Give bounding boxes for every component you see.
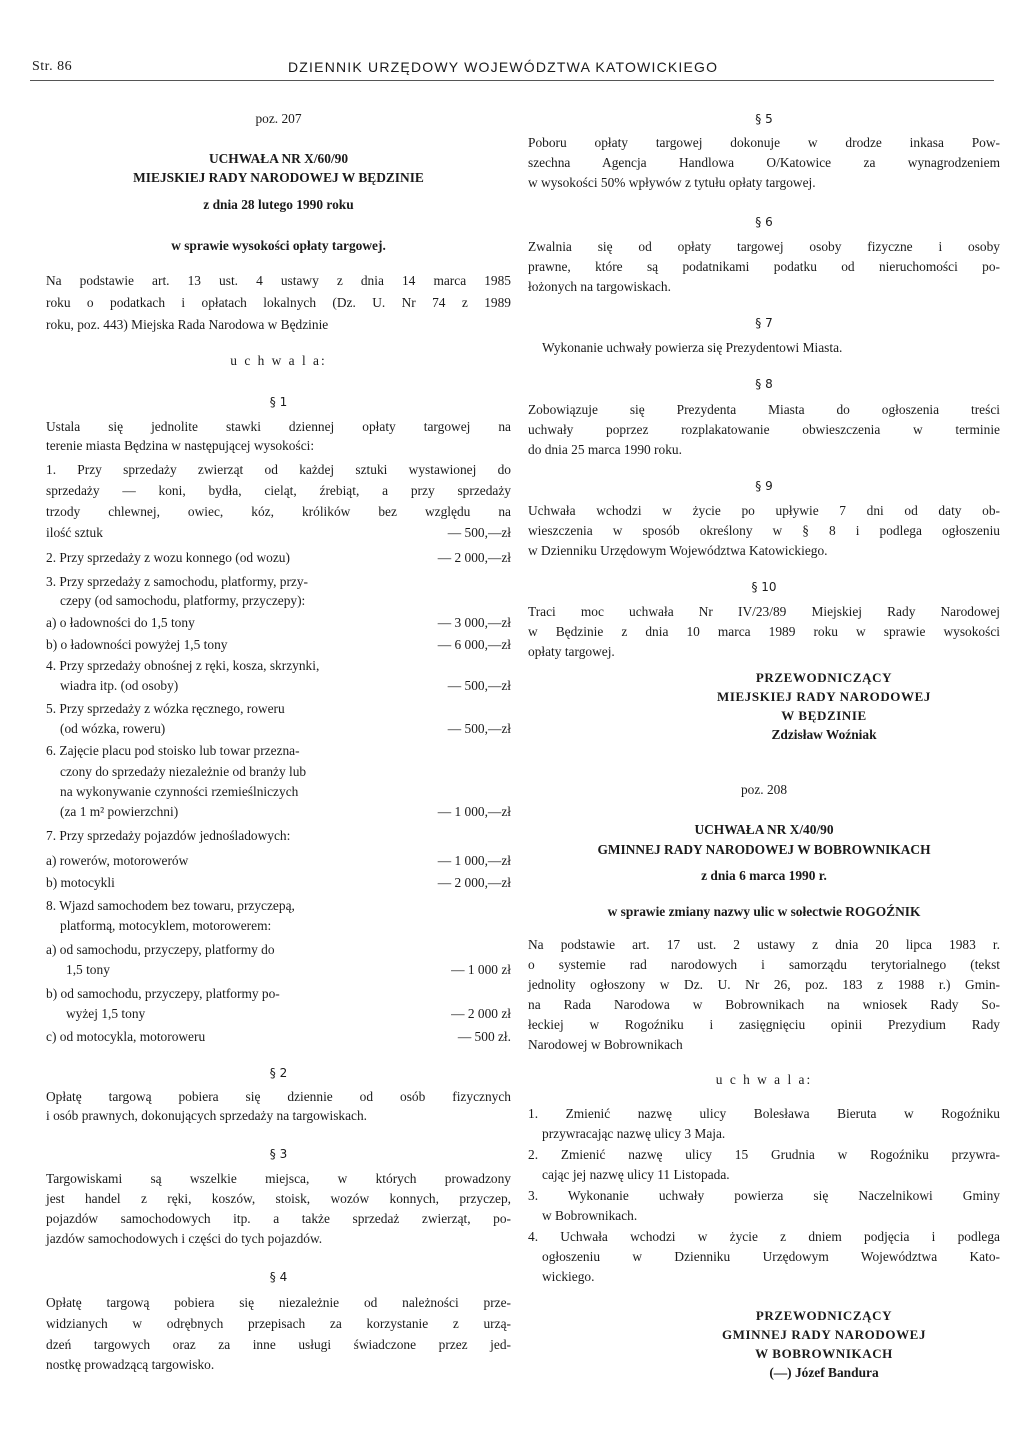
tariff-row (46, 1028, 511, 1046)
list-item-line: 2. Zmienić nazwę ulicy 15 Grudnia w Rogoźniku przywra- (528, 1147, 1000, 1162)
tariff-amount: — 3 000,—zł (437, 615, 511, 630)
tariff-amount: — 500,—zł (447, 525, 511, 540)
resolves-heading: u c h w a l a: (230, 353, 327, 368)
section-mark: § 3 (269, 1147, 288, 1161)
position-number: poz. 207 (255, 111, 302, 126)
paragraph-line: jest handel z ręki, koszów, stoisk, wozów konnych, przyczep, (46, 1191, 511, 1206)
paragraph-line: w wysokości 50% wpływów z tytułu opłaty targowej. (528, 175, 816, 190)
tariff-label: ilość sztuk (46, 525, 103, 540)
section-mark: § 2 (269, 1066, 288, 1080)
section-mark: § 10 (751, 580, 777, 594)
list-item-line: 4. Uchwała wchodzi w życie z dniem podjęcia i podlega (528, 1229, 1000, 1244)
paragraph-line: Ustala się jednolite stawki dziennej opłaty targowej na (46, 419, 511, 434)
tariff-amount: — 2 000,—zł (437, 875, 511, 890)
tariff-line: 8. Wjazd samochodem bez towaru, przyczepą, (46, 898, 295, 913)
tariff-row (46, 803, 511, 821)
tariff-line: czepy (od samochodu, platformy, przyczepy): (60, 593, 306, 608)
tariff-amount: — 500,—zł (447, 721, 511, 736)
section-mark: § 8 (755, 377, 773, 391)
tariff-row (46, 677, 511, 695)
tariff-row (46, 961, 511, 979)
paragraph-line: terenie miasta Będzina w następującej wysokości: (46, 438, 315, 453)
paragraph-line: szechna Agencja Handlowa O/Katowice za wynagrodzeniem (528, 155, 1000, 170)
signature-line: W BĘDZINIE (781, 708, 867, 723)
resolution-subject: w sprawie wysokości opłaty targowej. (171, 238, 386, 253)
list-item-line: cając jej nazwę ulicy 11 Listopada. (542, 1167, 730, 1182)
signatory-name: Zdzisław Woźniak (771, 727, 877, 742)
tariff-line: 1. Przy sprzedaży zwierząt od każdej sztuki wystawionej do (46, 462, 511, 477)
resolution-council: MIEJSKIEJ RADY NARODOWEJ W BĘDZINIE (133, 170, 424, 185)
list-item-line: przywracając nazwę ulicy 3 Maja. (542, 1126, 726, 1141)
tariff-label: wyżej 1,5 tony (66, 1006, 146, 1021)
tariff-line: a) od samochodu, przyczepy, platformy do (46, 942, 275, 957)
tariff-row (46, 720, 511, 738)
signature-line: MIEJSKIEJ RADY NARODOWEJ (717, 689, 931, 704)
tariff-line: czony do sprzedaży niezależnie od branży lub (60, 764, 307, 779)
section-mark: § 7 (755, 316, 773, 330)
paragraph-line: w Będzinie z dnia 10 marca 1989 roku w sprawie wysokości (528, 624, 1000, 639)
legal-basis-line: Na podstawie art. 13 ust. 4 ustawy z dnia 14 marca 1985 (46, 273, 511, 288)
tariff-amount: — 1 000 zł (451, 962, 511, 977)
tariff-label: (za 1 m² powierzchni) (60, 804, 179, 819)
paragraph-line: prawne, które są podatnikami podatku od nieruchomości po- (528, 259, 1000, 274)
resolution-council: GMINNEJ RADY NARODOWEJ W BOBROWNIKACH (597, 842, 931, 857)
paragraph-line: Poboru opłaty targowej dokonuje w drodze inkasa Pow- (528, 135, 1000, 150)
tariff-row (46, 549, 511, 567)
legal-basis-line: Narodowej w Bobrownikach (528, 1037, 683, 1052)
tariff-line: 4. Przy sprzedaży obnośnej z ręki, kosza, skrzynki, (46, 658, 320, 673)
paragraph-line: nostkę prowadzącą targowisko. (46, 1357, 215, 1372)
paragraph-line: wieszczenia w sposób określony w § 8 i podlega ogłoszeniu (528, 523, 1000, 538)
resolution-title: UCHWAŁA NR X/60/90 (208, 151, 349, 166)
signature-line: GMINNEJ RADY NARODOWEJ (721, 1327, 927, 1342)
tariff-label: 2. Przy sprzedaży z wozu konnego (od wozu) (46, 550, 290, 565)
legal-basis-line: łeckiej w Rogoźniku i zasięgnięciu opinii Prezydium Rady (528, 1017, 1000, 1032)
legal-basis-line: roku o podatkach i opłatach lokalnych (Dz. U. Nr 74 z 1989 (46, 295, 511, 310)
tariff-label: 1,5 tony (66, 962, 110, 977)
legal-basis-line: o systemie rad narodowych i samorządu terytorialnego (tekst (528, 957, 1000, 972)
resolution-subject: w sprawie zmiany nazwy ulic w sołectwie ROGOŹNIK (607, 904, 921, 919)
legal-basis-line: roku, poz. 443) Miejska Rada Narodowa w Będzinie (46, 317, 329, 332)
list-item-line: w Bobrownikach. (542, 1208, 638, 1223)
tariff-amount: — 500 zł. (457, 1029, 511, 1044)
tariff-label: c) od motocykla, motoroweru (46, 1029, 206, 1044)
tariff-line: trzody chlewnej, owiec, kóz, królików bez względu na (46, 504, 511, 519)
paragraph-line: i osób prawnych, dokonujących sprzedaży na targowiskach. (46, 1108, 368, 1123)
tariff-amount: — 2 000,—zł (437, 550, 511, 565)
section-mark: § 1 (269, 395, 288, 409)
tariff-line: na wykonywanie czynności rzemieślniczych (60, 784, 299, 799)
tariff-line: 6. Zajęcie placu pod stoisko lub towar przezna- (46, 743, 300, 758)
list-item-line: 3. Wykonanie uchwały powierza się Naczelnikowi Gminy (528, 1188, 1000, 1203)
resolution-title: UCHWAŁA NR X/40/90 (694, 822, 834, 837)
page-number: Str. 86 (32, 59, 73, 74)
paragraph-line: pojazdów samochodowych itp. a także sprzedaż zwierząt, po- (46, 1211, 511, 1226)
page-header (30, 58, 994, 78)
tariff-amount: — 500,—zł (447, 678, 511, 693)
paragraph-line: w Dzienniku Urzędowym Województwa Katowickiego. (528, 543, 828, 558)
list-item-line: 1. Zmienić nazwę ulicy Bolesława Bieruta w Rogoźniku (528, 1106, 1000, 1121)
list-item-line: wickiego. (542, 1269, 595, 1284)
tariff-line: 5. Przy sprzedaży z wózka ręcznego, roweru (46, 701, 285, 716)
section-mark: § 9 (755, 479, 773, 493)
paragraph-line: Opłatę targową pobiera się dziennie od osób fizycznych (46, 1089, 511, 1104)
tariff-label: b) motocykli (46, 875, 115, 890)
tariff-row (46, 614, 511, 632)
tariff-row (46, 524, 511, 542)
paragraph-line: dzeń targowych oraz za inne usługi świadczone przez jed- (46, 1337, 511, 1352)
signature-line: PRZEWODNICZĄCY (755, 1308, 893, 1323)
tariff-amount: — 1 000,—zł (437, 804, 511, 819)
paragraph-line: do dnia 25 marca 1990 roku. (528, 442, 682, 457)
tariff-line: b) od samochodu, przyczepy, platformy po- (46, 986, 280, 1001)
signatory-name: (—) Józef Bandura (769, 1365, 879, 1380)
paragraph-line: widzianych w odrębnych przepisach za korzystanie z urzą- (46, 1316, 511, 1331)
tariff-line: 7. Przy sprzedaży pojazdów jednośladowych: (46, 828, 291, 843)
journal-title: DZIENNIK URZĘDOWY WOJEWÓDZTWA KATOWICKIEGO (288, 59, 719, 75)
section-mark: § 5 (755, 112, 773, 126)
tariff-line: platformą, motocyklem, motorowerem: (60, 918, 272, 933)
tariff-row (46, 874, 511, 892)
tariff-amount: — 6 000,—zł (437, 637, 511, 652)
resolution-date: z dnia 6 marca 1990 r. (701, 868, 827, 883)
tariff-label: a) rowerów, motorowerów (46, 853, 189, 868)
tariff-amount: — 1 000,—zł (437, 853, 511, 868)
paragraph-line: Uchwała wchodzi w życie po upływie 7 dni od daty ob- (528, 503, 1000, 518)
resolves-heading: u c h w a l a: (715, 1072, 813, 1087)
signature-line: PRZEWODNICZĄCY (755, 670, 893, 685)
section-mark: § 4 (269, 1270, 288, 1284)
paragraph-line: uchwały poprzez rozplakatowanie obwieszczenia w terminie (528, 422, 1000, 437)
legal-basis-line: jednolity ogłoszony w Dz. U. Nr 26, poz. 183 z 1988 r.) Gmin- (528, 977, 1000, 992)
tariff-line: sprzedaży — koni, bydła, cieląt, źrebiąt, a przy sprzedaży (46, 483, 511, 498)
header-rule (30, 80, 994, 81)
tariff-label: b) o ładowności powyżej 1,5 tony (46, 637, 228, 652)
paragraph-line: Zobowiązuje się Prezydenta Miasta do ogłoszenia treści (528, 402, 1000, 417)
section-mark: § 6 (755, 215, 773, 229)
legal-basis-line: Na podstawie art. 17 ust. 2 ustawy z dnia 20 lipca 1983 r. (528, 937, 1000, 952)
paragraph-line: Zwalnia się od opłaty targowej osoby fizyczne i osoby (528, 239, 1000, 254)
paragraph-line: Traci moc uchwała Nr IV/23/89 Miejskiej Rady Narodowej (528, 604, 1000, 619)
tariff-label: a) o ładowności do 1,5 tony (46, 615, 195, 630)
tariff-label: wiadra itp. (od osoby) (60, 678, 179, 693)
position-number: poz. 208 (740, 782, 788, 797)
tariff-line: 3. Przy sprzedaży z samochodu, platformy, przy- (46, 574, 309, 589)
paragraph-line: Targowiskami są wszelkie miejsca, w których prowadzony (46, 1171, 511, 1186)
paragraph-line: opłaty targowej. (528, 644, 615, 659)
tariff-label: (od wózka, roweru) (60, 721, 166, 736)
paragraph-line: łożonych na targowiskach. (528, 279, 671, 294)
tariff-row (46, 636, 511, 654)
tariff-row (46, 1005, 511, 1023)
legal-basis-line: na Rada Narodowa w Bobrownikach na wniosek Rady So- (528, 997, 1000, 1012)
paragraph-line: Opłatę targową pobiera się niezależnie od należności prze- (46, 1295, 511, 1310)
paragraph-line: jazdów samochodowych i części do tych pojazdów. (46, 1231, 323, 1246)
paragraph-line: Wykonanie uchwały powierza się Prezydentowi Miasta. (542, 340, 843, 355)
list-item-line: ogłoszeniu w Dzienniku Urzędowym Województwa Kato- (542, 1249, 1000, 1264)
signature-line: W BOBROWNIKACH (755, 1346, 893, 1361)
tariff-amount: — 2 000 zł (451, 1006, 511, 1021)
tariff-row (46, 852, 511, 870)
resolution-date: z dnia 28 lutego 1990 roku (203, 197, 354, 212)
